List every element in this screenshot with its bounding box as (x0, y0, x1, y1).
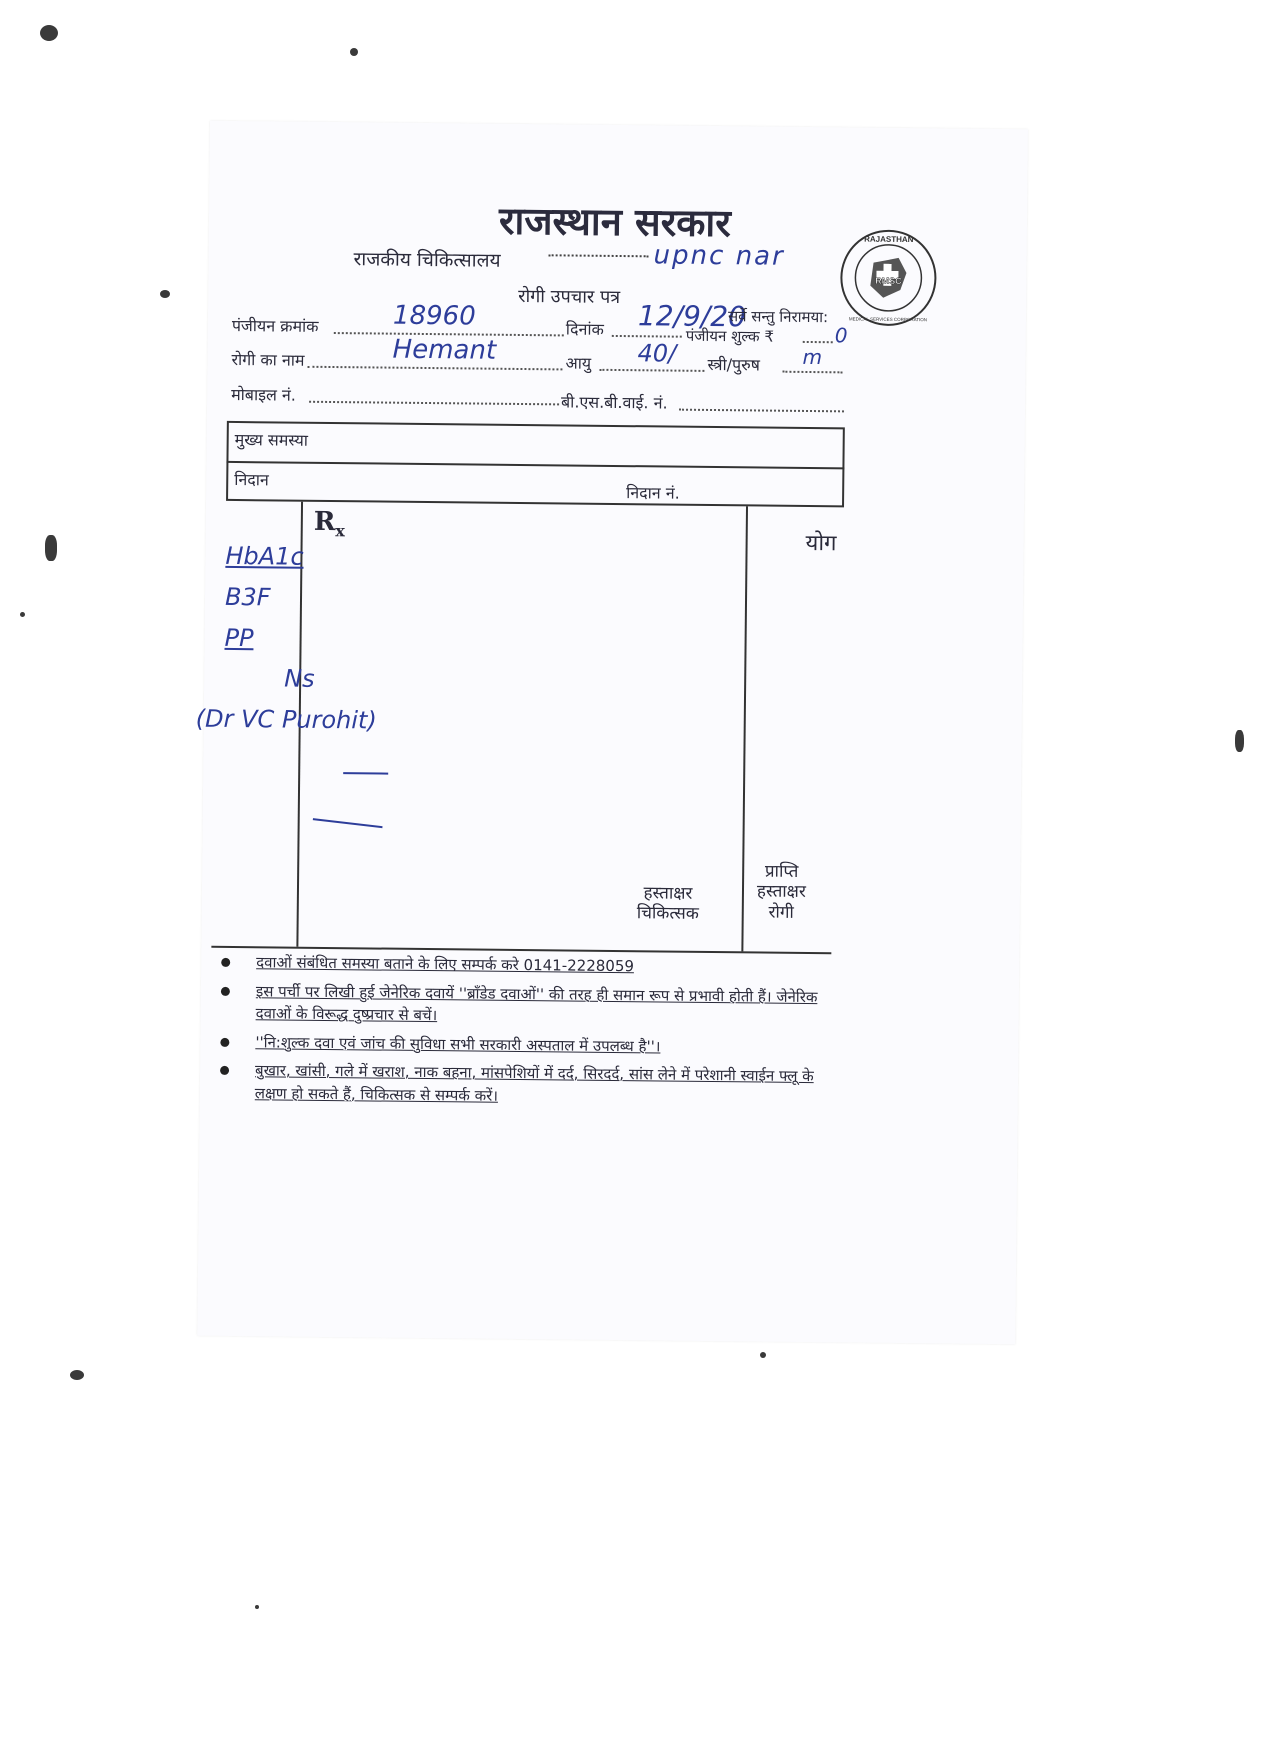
rx-dash-mark (313, 818, 383, 828)
date-label: दिनांक (565, 319, 604, 339)
note-text: इस पर्ची पर लिखी हुई जेनेरिक दवायें ''ब्राँडेड दवाओं'' की तरह ही समान रूप से प्रभावी होती हैं। जेनेरिक दवाओं के विरूद्ध दुष्प्रचार से बचें। (255, 981, 818, 1025)
diagnosis-label: निदान (234, 469, 269, 490)
note-text: ''नि:शुल्क दवा एवं जांच की सुविधा सभी सरकारी अस्पताल में उपलब्ध है''। (255, 1032, 661, 1055)
scan-speck (40, 25, 58, 41)
hospital-label: राजकीय चिकित्सालय (353, 248, 501, 272)
scan-speck (255, 1605, 259, 1609)
main-problem-label: मुख्य समस्या (234, 429, 309, 450)
rx-line: HbA1c (225, 541, 304, 571)
note-item (221, 951, 841, 980)
registration-fee-line (803, 341, 833, 343)
registration-fee-label: पंजीयन शुल्क ₹ (685, 326, 775, 346)
patient-name-line (307, 366, 562, 371)
diagnosis-no-label: निदान नं. (626, 483, 680, 503)
age-label: आयु (565, 353, 592, 373)
date-line (612, 335, 682, 338)
scan-speck (20, 612, 25, 617)
note-text: दवाओं संबंधित समस्या बताने के लिए सम्पर्क करे 0141-2228059 (256, 953, 635, 976)
patient-receipt-label (757, 861, 807, 923)
rx-dash-mark (343, 772, 388, 774)
scan-speck (760, 1352, 766, 1358)
logo-center-text: RMSC (875, 275, 902, 286)
motto: सर्वे सन्तु निरामया: (727, 307, 829, 327)
note-item (221, 979, 841, 1030)
rx-line: PP (224, 623, 254, 652)
prescription-handwritten (195, 536, 379, 742)
gender-label: स्त्री/पुरुष (707, 354, 761, 375)
scan-speck (70, 1370, 84, 1380)
bsby-label: बी.एस.बी.वाई. नं. (560, 392, 668, 413)
rx-label: R (313, 506, 336, 538)
scan-speck (350, 48, 358, 56)
patient-name-label: रोगी का नाम (231, 349, 305, 370)
registration-no-value: 18960 (392, 300, 476, 332)
rx-line: B3F (224, 582, 271, 612)
mobile-line (309, 401, 559, 406)
registration-fee-value: 0 (834, 323, 848, 348)
total-label: योग (805, 530, 837, 557)
receipt-line2: हस्ताक्षर (756, 881, 806, 903)
logo-top-text: RAJASTHAN (864, 234, 914, 245)
form-subtitle: रोगी उपचार पत्र (518, 285, 621, 309)
receipt-line1: प्राप्ति (764, 861, 799, 882)
prescription-slip (197, 121, 1028, 1344)
gender-line (782, 371, 842, 374)
rmsc-seal-icon (838, 227, 939, 328)
bullet-icon (221, 986, 230, 995)
age-line (599, 369, 704, 372)
mobile-label: मोबाइल नं. (231, 384, 297, 405)
hospital-dotted-line (549, 254, 649, 257)
rx-sub: x (335, 521, 345, 541)
logo-bottom-text: MEDICAL SERVICES CORPORATION (848, 316, 928, 323)
note-item (220, 1059, 840, 1110)
bullet-icon (221, 958, 230, 967)
bullet-icon (220, 1066, 229, 1075)
page-title: राजस्थान सरकार (498, 198, 732, 246)
rx-symbol (314, 507, 346, 541)
rx-right-border (741, 506, 748, 951)
rx-line: Ns (284, 664, 315, 694)
rx-line: (Dr VC Purohit) (195, 704, 377, 735)
bsby-line (679, 409, 844, 413)
scan-speck (1235, 730, 1244, 752)
receipt-line3: रोगी (768, 902, 794, 923)
doctor-sign-line2: चिकित्सक (636, 903, 699, 925)
note-text: बुखार, खांसी, गले में खराश, नाक बहना, मांसपेशियों में दर्द, सिरदर्द, सांस लेने में परेशानी स्वाईन फ्लू के लक्षण हो सकते हैं, चिकित्सक से सम्पर्क करें। (254, 1061, 814, 1105)
registration-no-label: पंजीयन क्रमांक (231, 315, 319, 336)
note-item (220, 1030, 840, 1059)
date-value: 12/9/20 (637, 299, 747, 334)
bullet-icon (220, 1037, 229, 1046)
patient-name-value: Hemant (392, 334, 497, 366)
age-value: 40/ (637, 339, 677, 368)
hospital-name-handwritten: upnc nar (653, 240, 785, 272)
doctor-sign-line1: हस्ताक्षर (643, 883, 693, 904)
scan-speck (160, 290, 170, 298)
doctor-signature-label (637, 883, 700, 924)
gender-value: m (802, 344, 823, 370)
advisory-notes (220, 951, 842, 1116)
scan-speck (45, 535, 57, 561)
